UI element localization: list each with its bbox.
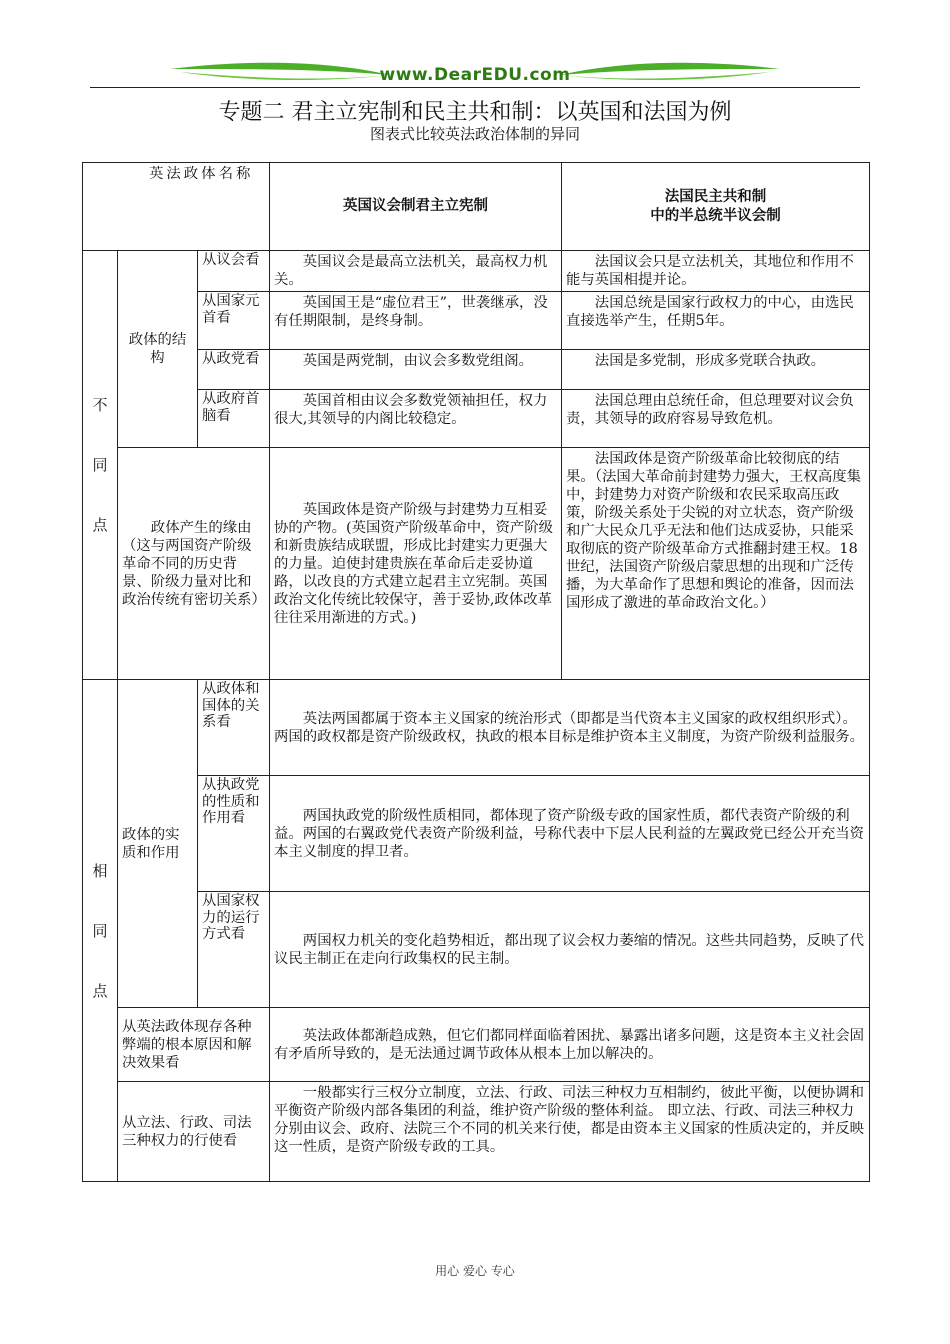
sub-head-of-state: 从国家元首看 [198,292,270,350]
table-row [83,1082,870,1182]
sub-power-operation: 从国家权力的运行方式看 [198,892,270,1008]
table-row [83,1008,870,1082]
table-row [83,776,870,892]
fr-header-line1: 法国民主共和制 [664,188,767,205]
fr-origin-cell: 法国政体是资产阶级革命比较彻底的结果。（法国大革命前封建势力强大，王权高度集中，封建势力对资产阶级和农民采取高压政策，阶级关系处于尖锐的对立状态，资产阶级和广大民众几乎无法和他们达成妥协，只能采取彻底的资产阶级革命方式推翻封建王权。18世纪，法国资产阶级启蒙思想的出现和广泛传播，为大革命作了思想和舆论的准备，因而法国形成了激进的革命政治文化。） [562,448,870,680]
page-title: 专题二 君主立宪制和民主共和制：以英国和法国为例 [218,100,732,125]
fr-column-header [562,163,870,251]
table-row [83,292,870,350]
header-divider [90,87,860,88]
corner-cell [83,163,270,251]
fr-head-of-state-cell: 法国总统是国家行政权力的中心，由选民直接选举产生，任期5年。 [562,292,870,350]
table-header-row [83,163,870,251]
drawbacks-category: 从英法政体现存各种弊端的根本原因和解决效果看 [118,1008,270,1082]
table-row [83,680,870,776]
sub-party: 从政党看 [198,350,270,390]
table-row [83,390,870,448]
uk-parliament-cell: 英国议会是最高立法机关，最高权力机关。 [270,251,562,292]
table-row [83,350,870,390]
diff-side-label [83,251,118,680]
diff-label-text: 不同点 [92,396,108,534]
corner-label: 英法政体名称 [149,166,254,182]
powers-category: 从立法、行政、司法三种权力的行使看 [118,1082,270,1182]
fr-parliament-cell: 法国议会只是立法机关，其地位和作用不能与英国相提并论。 [562,251,870,292]
power-operation-cell: 两国权力机关的变化趋势相近，都出现了议会权力萎缩的情况。这些共同趋势，反映了代议民主制正在走向行政集权的民主制。 [270,892,870,1008]
page-footer: 用心 爱心 专心 [435,1264,515,1278]
same-side-label [83,680,118,1182]
uk-column-header: 英国议会制君主立宪制 [270,163,562,251]
state-form-cell: 英法两国都属于资本主义国家的统治形式（即都是当代资本主义国家的政权组织形式）。两国的政权都是资产阶级政权，执政的根本目标是维护资本主义制度，为资产阶级利益服务。 [270,680,870,776]
site-header [90,55,860,95]
sub-ruling-party: 从执政党的性质和作用看 [198,776,270,892]
ruling-party-cell: 两国执政党的阶级性质相同，都体现了资产阶级专政的国家性质，都代表资产阶级的利益。两国的右翼政党代表资产阶级利益，号称代表中下层人民利益的左翼政党已经公开充当资本主义制度的捍卫者。 [270,776,870,892]
sub-head-of-government: 从政府首脑看 [198,390,270,448]
sub-parliament: 从议会看 [198,251,270,292]
uk-head-of-state-cell: 英国国王是“虚位君王”，世袭继承，没有任期限制，是终身制。 [270,292,562,350]
same-label-text: 相同点 [92,861,108,1000]
essence-category: 政体的实质和作用 [118,680,198,1008]
powers-cell: 一般都实行三权分立制度，立法、行政、司法三种权力互相制约，彼此平衡，以便协调和平衡资产阶级内部各集团的利益，维护资产阶级的整体利益。 即立法、行政、司法三种权力分别由议会、政府、法院三个不同的机关来行使，都是由资本主义国家的性质决定的，并反映这一性质，是资产阶级专政的工具。 [270,1082,870,1182]
table-row [83,251,870,292]
uk-party-cell: 英国是两党制，由议会多数党组阁。 [270,350,562,390]
page-subtitle: 图表式比较英法政治体制的异同 [369,125,580,143]
uk-origin-cell: 英国政体是资产阶级与封建势力互相妥协的产物。(英国资产阶级革命中，资产阶级和新贵族结成联盟，形成比封建实力更强大的力量。迫使封建贵族在革命后走妥协道路，以改良的方式建立起君主立宪制。英国政治文化传统比较保守，善于妥协,政体改革往往采用渐进的方式。) [270,448,562,680]
structure-category: 政体的结构 [118,251,198,448]
sub-state-form: 从政体和国体的关系看 [198,680,270,776]
comparison-table [82,162,870,1182]
fr-head-of-government-cell: 法国总理由总统任命，但总理要对议会负责，其领导的政府容易导致危机。 [562,390,870,448]
table-row [83,892,870,1008]
table-row [83,448,870,680]
uk-head-of-government-cell: 英国首相由议会多数党领袖担任，权力很大,其领导的内阁比较稳定。 [270,390,562,448]
fr-party-cell: 法国是多党制，形成多党联合执政。 [562,350,870,390]
drawbacks-cell: 英法政体都渐趋成熟，但它们都同样面临着困扰、暴露出诸多问题，这是资本主义社会固有矛盾所导致的，是无法通过调节政体从根本上加以解决的。 [270,1008,870,1082]
fr-header-line2: 中的半总统半议会制 [650,207,781,224]
origin-category: 政体产生的缘由（这与两国资产阶级革命不同的历史背景、阶级力量对比和政治传统有密切关系） [118,448,270,680]
site-logo-text[interactable]: www.DearEDU.com [379,65,571,85]
